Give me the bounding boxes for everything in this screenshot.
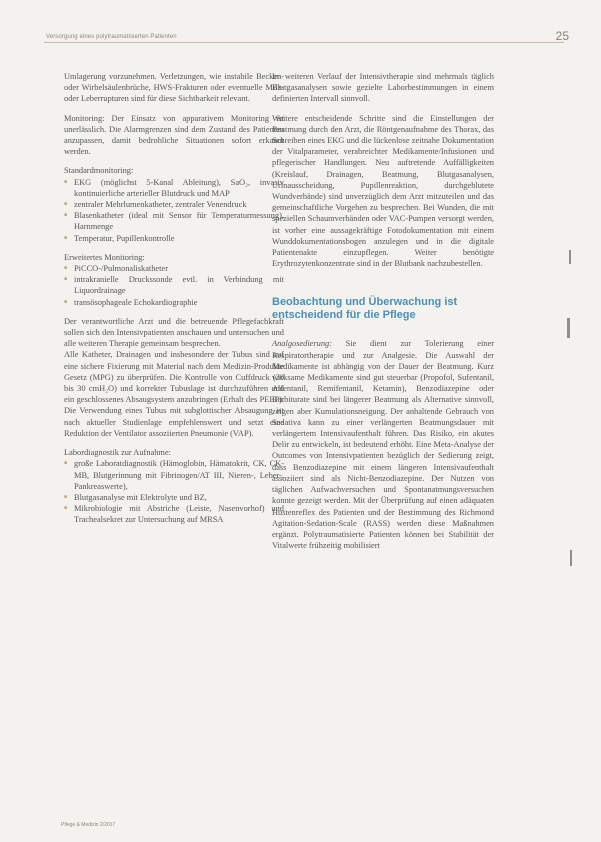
- list-item: ■ Mikrobiologie mit Abstriche (Leiste, Nasenvorhof) und Trachealsekret zur Untersuchung auf MRSA: [64, 503, 284, 525]
- further-steps-paragraph: Weitere entscheidende Schritte sind die Einstellungen der Beatmung durch den Arzt, die Röntgenaufnahme des Thorax, das Schreiben eines EKG und die lückenlose zeitnahe Dokumentation der Vitalparameter, verabreichter Medikamente/Infusionen und pflegerischer Handlungen. Neu auftretende Auffälligkeiten (Kreislauf, Drainagen, Beatmung, Blutgasanalysen, Urinausscheidung, Pupillenreaktion, durchgeblutete Wundverbände) sind unverzüglich dem Arzt mitzuteilen und das gemeinschaftliche Vorgehen zu besprechen. Bei Wunden, die mit speziellen Schaumverbänden oder VAC-Pumpen versorgt werden, ist vorher eine aussagekräftige Fotodokumentation mit einem Wunddokumentationsbogen anzulegen und in die digitale Patientenakte einzupflegen. Weiter benötigte Erythrozytenkonzentrate sind in der Blutbank nachzubestellen.: [272, 113, 494, 269]
- scan-mark: [570, 550, 572, 566]
- continuation-paragraph: Im weiteren Verlauf der Intensivtherapie sind mehrmals täglich Blutgasanalysen sowie gezielte Laborbestimmungen in einem definierten Intervall sinnvoll.: [272, 72, 494, 104]
- scan-mark: [569, 250, 571, 264]
- extended-monitoring-label: Erweitertes Monitoring:: [64, 252, 145, 262]
- analgosedation-term: Analgosedierung:: [272, 339, 333, 349]
- intro-paragraph: Umlagerung vorzunehmen. Verletzungen, wie instabile Becken- oder Wirbelsäulenbrüche, HWS-Frakturen oder eventuelle Milz- oder Leberrupturen sind für diese Sichtbarkeit relevant.: [64, 72, 284, 104]
- page-number: 25: [555, 29, 569, 43]
- footer-citation: Pflege & Medizin 2/2017: [61, 822, 116, 828]
- standard-monitoring-label: Standardmonitoring:: [64, 166, 134, 176]
- analgosedation-paragraph: [272, 338, 494, 551]
- catheters-paragraph: Alle Katheter, Drainagen und insbesondere der Tubus sind auf eine sichere Fixierung mit Material nach dem Medizin-Produkte Gesetz (MPG) zu überprüfen. Die Kontrolle von Cuffdruck (20 bis 30 cmH₂O) und korrekter Tubuslage ist durchzuführen und ein geschlossenes Absaugsystem anzubringen (Erhalt des PEEP). Die Verwendung eines Tubus mit subglottischer Absaugung ist nach aktueller Studienlage empfehlenswert und setzt eine Reduktion der Ventilator assoziierten Pneumonie (VAP).: [64, 350, 284, 438]
- standard-monitoring-list: [64, 177, 284, 244]
- left-column: [64, 71, 284, 534]
- list-item: ■ EKG (möglichst 5-Kanal Ableitung), SaO₂, invasiv kontinuierliche arterieller Blutdruck und MAP: [64, 177, 284, 199]
- lab-label: Labordiagnostik zur Aufnahme:: [64, 448, 171, 458]
- header-rule: [44, 42, 564, 43]
- analgosedation-text: Sie dient zur Tolerierung einer Respiratortherapie und zur Analgesie. Die Auswahl der Medikamente ist abhängig von der Dauer der Beatmung. Kurz wirksame Medikamente sind gut steuerbar (Propofol, Sufentanil, Alfentanil, Remifentanil, Ketamin), Benzodiazepine oder Barbiturate sind bei längerer Beatmung als Alternative sinnvoll, zeigen aber Kumulationsneigung. Der anhaltende Gebrauch von Sedativa kann zu einer verlängerten Beatmungsdauer mit verlängertem Intensivaufenthalt führen. Das Risiko, ein akutes Delir zu entwickeln, ist bedeutend erhöht. Eine Meta-Analyse der Outcomes von Intensivpatienten bezüglich der Sedierung zeigt, dass Benzodiazepine mit einem längeren Intensivaufenthalt assoziiert sind als Nicht-Benzodiazepine. Der Nutzen von täglichen Aufwachversuchen und Spontanatmungsversuchen konnte gezeigt werden. Mit der Überprüfung auf einen adäquaten Hustenreflex des Patienten und der Bestimmung des Richmond Agitation-Sedation-Scale (RASS) werden diese Maßnahmen ergänzt. Polytraumatisierte Patienten können bei Stabilität der Vitalwerte frühzeitig mobilisiert: [272, 339, 494, 551]
- running-header: Versorgung eines polytraumatisierten Patienten: [46, 34, 177, 40]
- list-item: ■ zentraler Mehrlumenkatheter, zentraler Venendruck: [64, 199, 284, 210]
- scan-mark: [567, 318, 570, 338]
- list-item: ■ große Laboratdiagnostik (Hämoglobin, Hämatokrit, CK, CK-MB, Blutgerinnung mit Fibrinogen/AT III, Nieren-, Leber-, Pankreaswerte),: [64, 458, 284, 492]
- list-item: ■ Blasenkatheter (ideal mit Sensor für Temperaturmessung), Harnmenge: [64, 210, 284, 232]
- right-column: [272, 71, 494, 559]
- section-heading: Beobachtung und Überwachung ist entscheidend für die Pflege: [272, 296, 458, 322]
- list-item: ■ intrakranielle Druckssonde evtl. in Verbindung mit Liquordrainage: [64, 274, 284, 296]
- list-item: ■ PiCCO-/Pulmonaliskatheter: [64, 263, 284, 274]
- list-item: ■ Temperatur, Pupillenkontrolle: [64, 233, 284, 244]
- monitoring-paragraph: Monitoring: Der Einsatz von apparativem Monitoring ist unerlässlich. Die Alarmgrenzen sind dem Zustand des Patienten anzupassen, damit bedrohliche Situationen sofort erkannt werden.: [64, 113, 284, 157]
- list-item: ■ transösophageale Echokardiographie: [64, 297, 284, 308]
- margin-scan-marks: [563, 250, 583, 570]
- list-item: ■ Blutgasanalyse mit Elektrolyte und BZ,: [64, 492, 284, 503]
- extended-monitoring-list: [64, 263, 284, 308]
- responsible-paragraph: Der verantwortliche Arzt und die betreuende Pflegefachkraft sollen sich den Intensivpatienten anschauen und untersuchen und alle weiteren Therapie gemeinsam besprechen.: [64, 316, 284, 349]
- lab-list: [64, 458, 284, 525]
